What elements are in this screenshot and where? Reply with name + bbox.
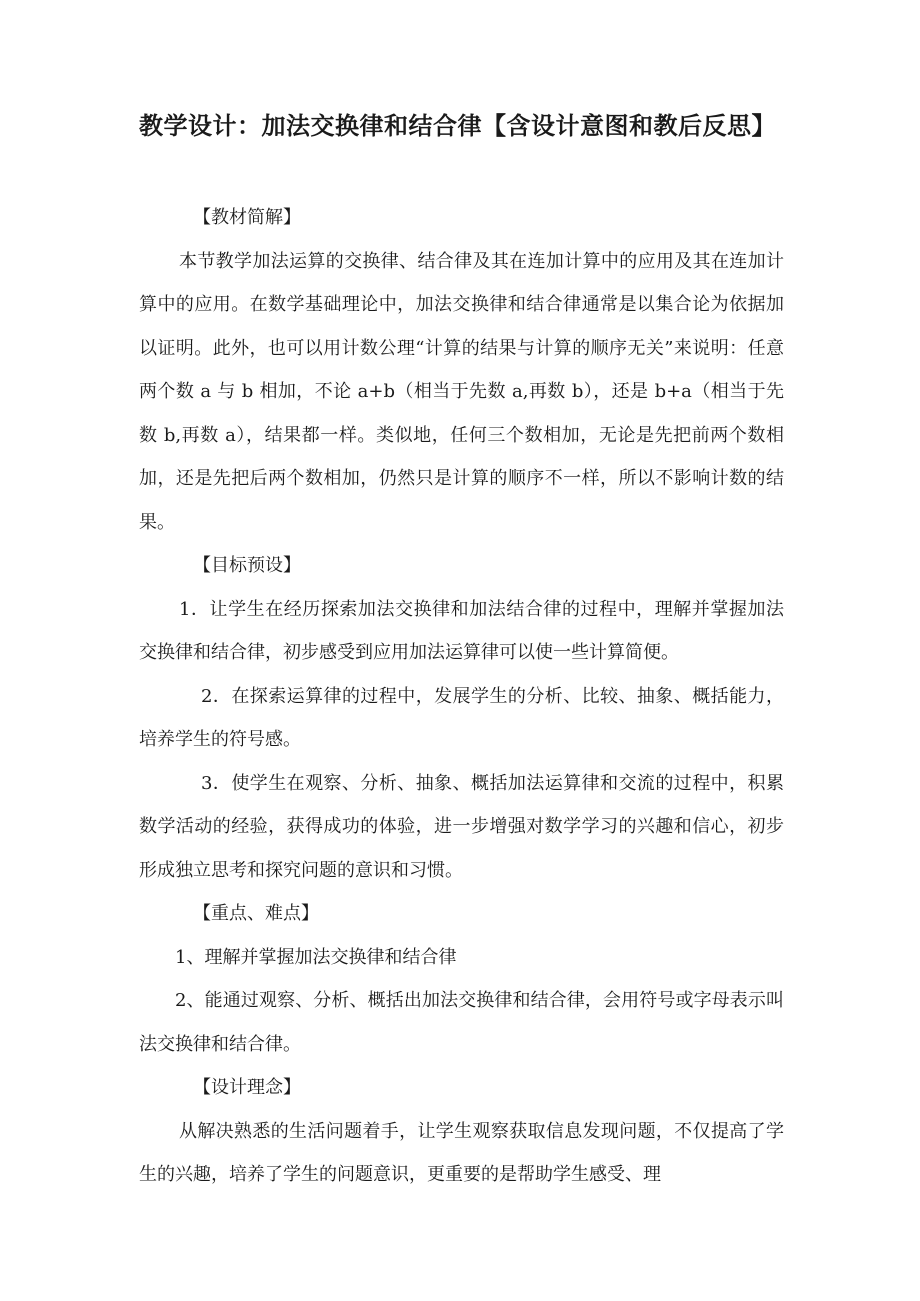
section-heading-goals: 【目标预设】: [193, 555, 301, 576]
material-paragraph: 本节教学加法运算的交换律、结合律及其在连加计算中的应用及其在连加计算中的应用。在数学基础理论中，加法交换律和结合律通常是以集合论为依据加以证明。此外，也可以用计数公理“计算的结果与计算的顺序无关”来说明：任意两个数 a 与 b 相加，不论 a+b（相当于先数 a,再数 b），还是 b+a（相当于先数 b,再数 a），结果都一样。类似地，任何三个数相加，无论是先把前两个数相加，还是先把后两个数相加，仍然只是计算的顺序不一样，所以不影响计数的结果。: [139, 250, 784, 533]
document-body: [139, 196, 784, 1197]
concept-paragraph: 从解决熟悉的生活问题着手，让学生观察获取信息发现问题，不仅提高了学生的兴趣，培养了学生的问题意识，更重要的是帮助学生感受、理: [139, 1120, 784, 1185]
goal-item-2: 2．在探索运算律的过程中，发展学生的分析、比较、抽象、概括能力，培养学生的符号感。: [139, 685, 784, 750]
keypoint-item-2: 2、能通过观察、分析、概括出加法交换律和结合律，会用符号或字母表示叫法交换律和结合律。: [139, 990, 784, 1055]
section-heading-material: 【教材简解】: [193, 207, 301, 228]
section-heading-keypoints: 【重点、难点】: [193, 903, 319, 924]
goal-item-1: 1．让学生在经历探索加法交换律和加法结合律的过程中，理解并掌握加法交换律和结合律，初步感受到应用加法运算律可以使一些计算简便。: [139, 598, 784, 663]
document-title: 教学设计：加法交换律和结合律【含设计意图和教后反思】: [139, 112, 776, 140]
goal-item-3: 3．使学生在观察、分析、抽象、概括加法运算律和交流的过程中，积累数学活动的经验，获得成功的体验，进一步增强对数学学习的兴趣和信心，初步形成独立思考和探究问题的意识和习惯。: [139, 772, 784, 881]
section-heading-concept: 【设计理念】: [193, 1077, 301, 1098]
keypoint-item-1: 1、理解并掌握加法交换律和结合律: [175, 946, 457, 968]
